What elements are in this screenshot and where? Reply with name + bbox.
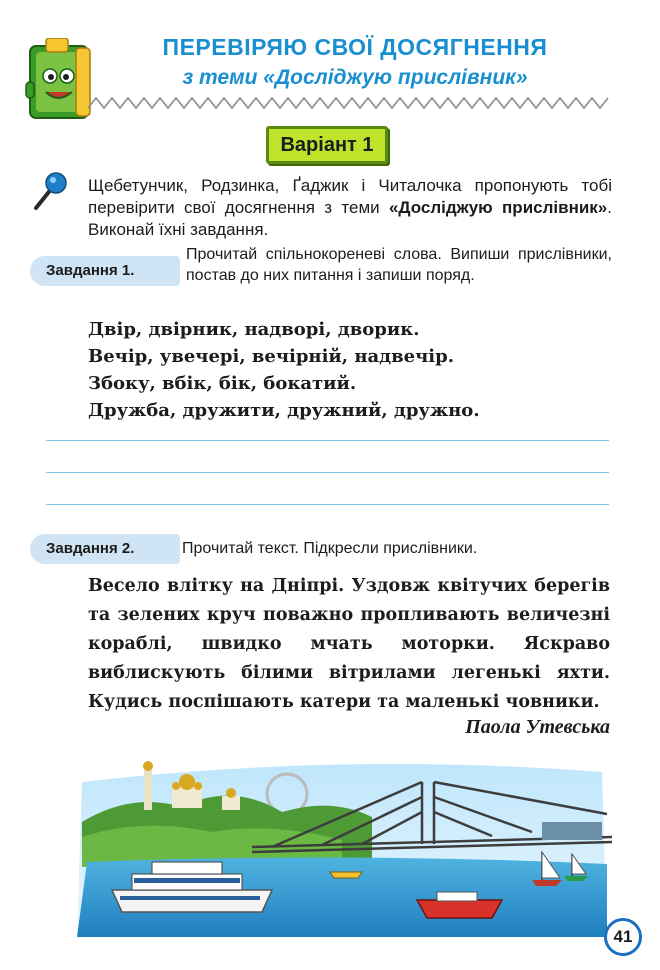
answer-line[interactable] [46,472,609,473]
intro-text: Щебетунчик, Родзинка, Ґаджик і Читалочка пропонують тобі перевірити свої досягнення з теми «Досліджую прислівник». Виконай їхні завдання. [88,176,612,239]
word-group: Вечір, увечері, вечірній, надвечір. [88,346,454,367]
intro-topic: «Досліджую прислівник» [388,198,608,217]
word-groups [88,316,608,424]
dnipro-river-illustration [72,752,612,942]
story-text: Весело влітку на Дніпрі. Уздовж квітучих берегів та зелених круч поважно пропливають величезні кораблі, швидко мчать моторки. Яскраво виблискують білими вітрилами легенькі яхти. Кудись поспішають катери та маленькі човники. [88,576,610,712]
task1-instruction: Прочитай спільнокореневі слова. Випиши прислівники, постав до них питання і запиши поряд. [186,246,612,284]
page-subtitle: з теми «Досліджую прислівник» [182,66,528,89]
task2-label: Завдання 2. [30,534,180,564]
microphone-icon [30,170,68,212]
answer-line[interactable] [46,440,609,441]
task1-label: Завдання 1. [30,256,180,286]
word-group: Збоку, вбік, бік, бокатий. [88,373,357,394]
page-number: 41 [604,918,642,956]
task2-instruction: Прочитай текст. Підкресли прислівники. [182,540,478,557]
page-title: ПЕРЕВІРЯЮ СВОЇ ДОСЯГНЕННЯ [162,34,548,60]
zigzag-divider [88,96,613,110]
word-group: Двір, двірник, надворі, дворик. [88,319,420,340]
variant-badge: Варіант 1 [266,126,388,164]
small-boat-icon [330,872,362,878]
answer-line[interactable] [46,504,609,505]
story-author: Паола Утевська [465,716,610,738]
word-group: Дружба, дружити, дружний, дружно. [88,400,480,421]
